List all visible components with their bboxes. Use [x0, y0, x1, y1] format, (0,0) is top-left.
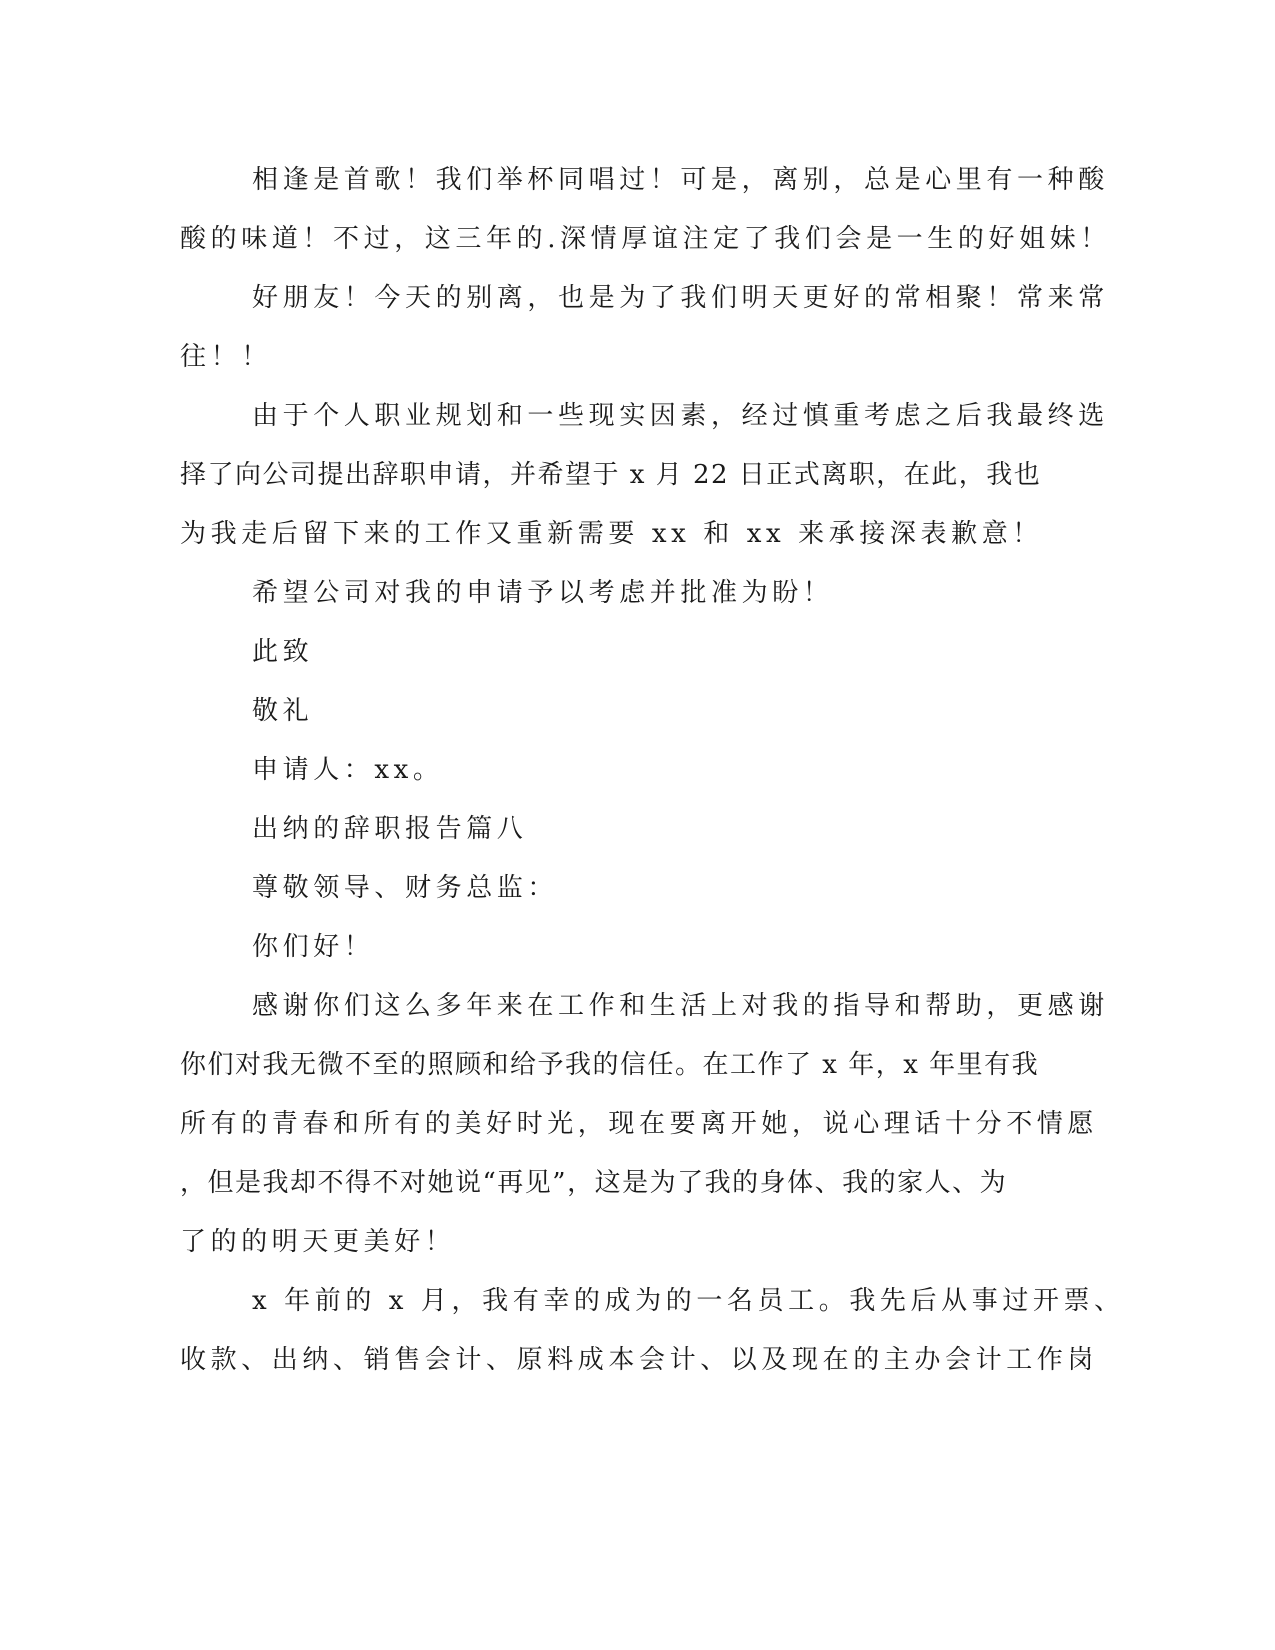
paragraph-line: 所有的青春和所有的美好时光，现在要离开她，说心理话十分不情愿 — [180, 1109, 1099, 1139]
paragraph-line: 相逢是首歌！我们举杯同唱过！可是，离别，总是心里有一种酸 — [252, 165, 1109, 195]
paragraph-line: 酸的味道！不过，这三年的.深情厚谊注定了我们会是一生的好姐妹！ — [180, 224, 1111, 254]
paragraph-line: 往！！ — [180, 342, 272, 372]
paragraph-line: 收款、出纳、销售会计、原料成本会计、以及现在的主办会计工作岗 — [180, 1345, 1099, 1375]
paragraph-line: 由于个人职业规划和一些现实因素，经过慎重考虑之后我最终选 — [252, 401, 1109, 431]
paragraph-line: 你们对我无微不至的照顾和给予我的信任。在工作了 x 年，x 年里有我 — [180, 1050, 1040, 1080]
closing-line: 敬礼 — [252, 696, 314, 726]
paragraph-line: 为我走后留下来的工作又重新需要 xx 和 xx 来承接深表歉意！ — [180, 519, 1043, 549]
paragraph-line: 择了向公司提出辞职申请，并希望于 x 月 22 日正式离职，在此，我也 — [180, 460, 1042, 490]
section-title: 出纳的辞职报告篇八 — [252, 814, 528, 844]
paragraph-line: 感谢你们这么多年来在工作和生活上对我的指导和帮助，更感谢 — [252, 991, 1109, 1021]
paragraph-line: x 年前的 x 月，我有幸的成为的一名员工。我先后从事过开票、 — [252, 1286, 1125, 1316]
signature-line: 申请人：xx。 — [252, 755, 444, 785]
greeting-line: 你们好！ — [252, 932, 375, 962]
paragraph-line: ，但是我却不得不对她说“再见”，这是为了我的身体、我的家人、为 — [180, 1168, 1008, 1198]
paragraph-line: 希望公司对我的申请予以考虑并批准为盼！ — [252, 578, 834, 608]
closing-line: 此致 — [252, 637, 314, 667]
salutation-line: 尊敬领导、财务总监： — [252, 873, 559, 903]
paragraph-line: 好朋友！今天的别离，也是为了我们明天更好的常相聚！常来常 — [252, 283, 1109, 313]
paragraph-line: 了的的明天更美好！ — [180, 1227, 456, 1257]
